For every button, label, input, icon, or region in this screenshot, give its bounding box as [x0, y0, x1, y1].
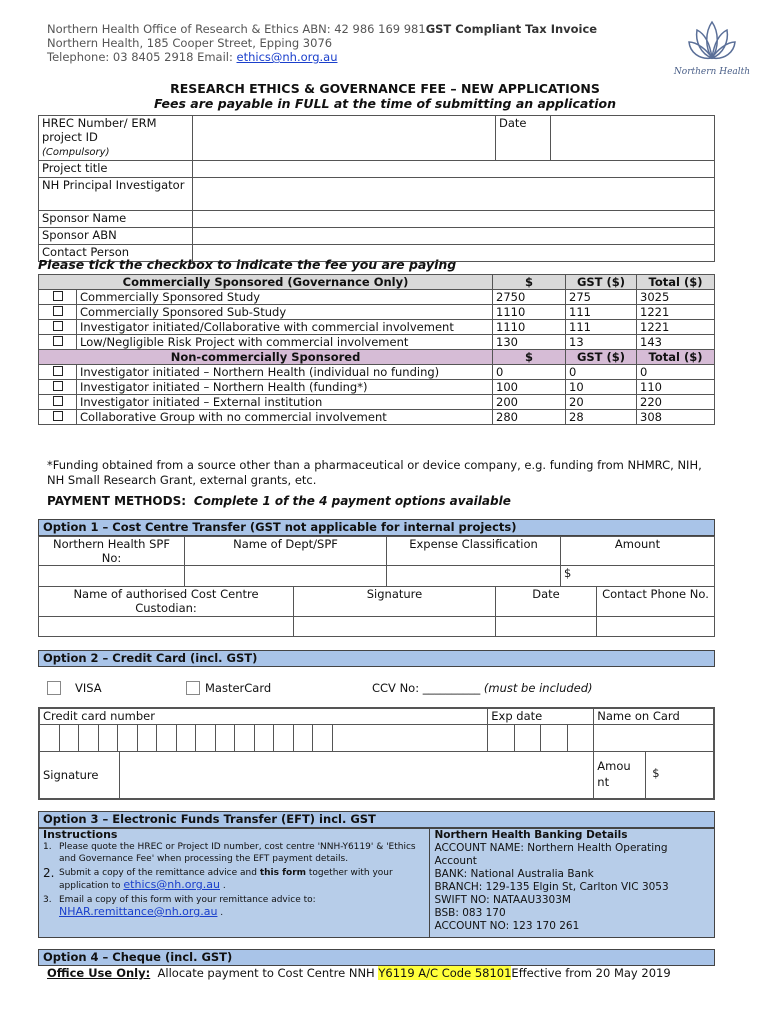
- date-input[interactable]: [551, 116, 715, 161]
- fee-checkbox[interactable]: [53, 411, 63, 421]
- exp-digit-box[interactable]: [568, 725, 594, 751]
- card-digit-box[interactable]: [196, 725, 216, 751]
- eft-step-2: 2. Submit a copy of the remittance advice and this form together with your application to ethics@nh.org.au .: [43, 866, 393, 891]
- hrec-label-cell: [39, 116, 193, 161]
- fee-checkbox[interactable]: [53, 381, 63, 391]
- tax-invoice-label: GST Compliant Tax Invoice: [425, 22, 598, 36]
- eft-step-1-text: Please quote the HREC or Project ID number, cost centre 'NNH-Y6119' & 'Ethics and Governance Fee' when processing the EFT payment details.: [59, 842, 416, 864]
- logo-text: Northern Health: [673, 67, 751, 77]
- payment-methods-note: Complete 1 of the 4 payment options available: [193, 494, 511, 508]
- option1-table-b: [38, 586, 715, 637]
- cost-centre-highlight: Y6119 A/C Code 58101: [378, 966, 512, 980]
- option2-head: Option 2 – Credit Card (incl. GST): [38, 650, 715, 667]
- fee-row: [39, 380, 715, 395]
- funding-footnote: *Funding obtained from a source other than a pharmaceutical or device company, e.g. funding from NHMRC, NIH, NH Small Research Grant, external grants, etc.: [47, 458, 702, 487]
- exp-digit-box[interactable]: [488, 725, 515, 751]
- option1-table-a: [38, 536, 715, 587]
- fee-label: Commercially Sponsored Sub-Study: [77, 305, 493, 320]
- fee-row: [39, 305, 715, 320]
- fee-total: 308: [637, 410, 715, 425]
- eft-ethics-email-link[interactable]: ethics@nh.org.au: [123, 878, 220, 891]
- fee-amount: 2750: [493, 290, 566, 305]
- card-digit-box[interactable]: [255, 725, 275, 751]
- ccv-field[interactable]: [372, 681, 593, 695]
- fee-row: [39, 395, 715, 410]
- fee-amount: 100: [493, 380, 566, 395]
- ccv-note: (must be included): [483, 681, 593, 695]
- credit-card-table: [38, 707, 715, 800]
- fee-gst: 20: [566, 395, 637, 410]
- letterhead-line2: Northern Health, 185 Cooper Street, Epping 3076: [47, 36, 333, 50]
- project-info-table: [38, 115, 715, 262]
- fee-total: 1221: [637, 320, 715, 335]
- payment-methods-label: PAYMENT METHODS:: [47, 494, 187, 508]
- fee-table: [38, 274, 715, 425]
- fee-checkbox[interactable]: [53, 306, 63, 316]
- fee-total: 3025: [637, 290, 715, 305]
- card-digit-box[interactable]: [274, 725, 294, 751]
- eft-section: [38, 828, 715, 938]
- spf-input[interactable]: [39, 566, 185, 587]
- letterhead: [47, 22, 677, 64]
- fee-label: Commercially Sponsored Study: [77, 290, 493, 305]
- card-digit-box[interactable]: [60, 725, 80, 751]
- office-use-label: Office Use Only:: [47, 966, 151, 980]
- card-digit-box[interactable]: [79, 725, 99, 751]
- page-title: RESEARCH ETHICS & GOVERNANCE FEE – NEW APPLICATIONS: [170, 81, 600, 96]
- bank-detail-line: BANK: National Australia Bank: [434, 868, 594, 880]
- expense-label: Expense Classification: [387, 537, 561, 566]
- option1-head: Option 1 – Cost Centre Transfer (GST not applicable for internal projects): [38, 519, 715, 536]
- card-digit-box[interactable]: [235, 725, 255, 751]
- exp-label: Exp date: [488, 708, 594, 724]
- card-digit-box[interactable]: [118, 725, 138, 751]
- fee-checkbox[interactable]: [53, 291, 63, 301]
- commercial-head: Commercially Sponsored (Governance Only): [39, 275, 493, 290]
- card-amount-label: Amou nt: [594, 752, 646, 798]
- ccv-label: CCV No: __________: [372, 681, 481, 695]
- card-digit-box[interactable]: [40, 725, 60, 751]
- fee-total: 110: [637, 380, 715, 395]
- exp-digit-box[interactable]: [515, 725, 542, 751]
- visa-label: VISA: [75, 681, 102, 695]
- fee-row: [39, 320, 715, 335]
- spf-label: Northern Health SPF No:: [39, 537, 185, 566]
- name-on-card-label: Name on Card: [594, 708, 714, 724]
- fee-instruction: Please tick the checkbox to indicate the fee you are paying: [38, 257, 457, 272]
- fee-amount: 130: [493, 335, 566, 350]
- sponsor-abn-input[interactable]: [193, 228, 715, 245]
- sponsor-abn-label: Sponsor ABN: [39, 228, 193, 245]
- fee-label: Investigator initiated – Northern Health (funding*): [77, 380, 493, 395]
- eft-step-3: 3. Email a copy of this form with your remittance advice to: NHAR.remittance@nh.org.au .: [43, 895, 316, 918]
- dept-label: Name of Dept/SPF: [185, 537, 387, 566]
- expense-input[interactable]: [387, 566, 561, 587]
- page-subtitle: Fees are payable in FULL at the time of submitting an application: [153, 96, 617, 111]
- amount-input[interactable]: [561, 566, 715, 587]
- date-label: Date: [496, 116, 551, 161]
- fee-row: [39, 365, 715, 380]
- fee-total: 0: [637, 365, 715, 380]
- hrec-note: (Compulsory): [42, 147, 110, 158]
- card-amount-input[interactable]: [646, 752, 665, 798]
- visa-checkbox[interactable]: [47, 681, 61, 695]
- card-signature-input[interactable]: [119, 751, 594, 799]
- opt1-phone-input[interactable]: [597, 617, 715, 637]
- card-digit-box[interactable]: [177, 725, 197, 751]
- bank-detail-line: BSB: 083 170: [434, 907, 506, 919]
- fee-checkbox[interactable]: [53, 336, 63, 346]
- hrec-label: HREC Number/ ERM project ID: [42, 116, 157, 144]
- office-use-text-b: Effective from 20 May 2019: [511, 966, 671, 980]
- fee-total: 220: [637, 395, 715, 410]
- card-number-boxes[interactable]: [39, 724, 488, 751]
- card-number-label: Credit card number: [39, 708, 488, 724]
- fee-amount: 0: [493, 365, 566, 380]
- eft-step-2-bold: this form: [259, 868, 307, 878]
- office-use-text-a: Allocate payment to Cost Centre NNH: [157, 966, 379, 980]
- col-total-head-2: Total ($): [637, 350, 715, 365]
- bank-detail-line: ACCOUNT NO: 123 170 261: [434, 920, 580, 932]
- amount-dollar: $: [564, 566, 572, 580]
- fee-amount: 1110: [493, 320, 566, 335]
- bank-detail-line: SWIFT NO: NATAAU3303M: [434, 894, 571, 906]
- opt1-date-input[interactable]: [496, 617, 597, 637]
- noncommercial-head: Non-commercially Sponsored: [39, 350, 493, 365]
- fee-amount: 1110: [493, 305, 566, 320]
- fee-label: Investigator initiated – Northern Health (individual no funding): [77, 365, 493, 380]
- option3-head: Option 3 – Electronic Funds Transfer (EFT) incl. GST: [38, 811, 715, 828]
- sponsor-name-label: Sponsor Name: [39, 211, 193, 228]
- remittance-email-link[interactable]: NHAR.remittance@nh.org.au: [59, 905, 218, 918]
- fee-gst: 111: [566, 320, 637, 335]
- project-title-input[interactable]: [193, 161, 715, 178]
- instructions-label: Instructions: [43, 828, 118, 841]
- exp-digit-box[interactable]: [541, 725, 568, 751]
- fee-gst: 10: [566, 380, 637, 395]
- opt1-date-label: Date: [496, 587, 597, 617]
- fee-gst: 28: [566, 410, 637, 425]
- payment-methods: [47, 494, 511, 508]
- opt1-signature-input[interactable]: [294, 617, 496, 637]
- col-gst-head-2: GST ($): [566, 350, 637, 365]
- col-gst-head: GST ($): [566, 275, 637, 290]
- fee-checkbox[interactable]: [53, 396, 63, 406]
- fee-gst: 0: [566, 365, 637, 380]
- fee-row: [39, 290, 715, 305]
- bank-details: [430, 829, 714, 937]
- fee-amount: 200: [493, 395, 566, 410]
- mastercard-label: MasterCard: [205, 681, 272, 695]
- bank-detail-line: ACCOUNT NAME: Northern Health Operating Account: [434, 842, 668, 867]
- dept-input[interactable]: [185, 566, 387, 587]
- fee-row: [39, 410, 715, 425]
- card-digit-box[interactable]: [157, 725, 177, 751]
- pi-input[interactable]: [193, 178, 715, 211]
- fee-total: 143: [637, 335, 715, 350]
- fee-row: [39, 335, 715, 350]
- opt1-signature-label: Signature: [294, 587, 496, 617]
- card-digit-box[interactable]: [99, 725, 119, 751]
- fee-gst: 275: [566, 290, 637, 305]
- project-title-label: Project title: [39, 161, 193, 178]
- option4-head: Option 4 – Cheque (incl. GST): [38, 949, 715, 966]
- fee-gst: 111: [566, 305, 637, 320]
- fee-amount: 280: [493, 410, 566, 425]
- bank-detail-line: BRANCH: 129-135 Elgin St, Carlton VIC 3053: [434, 881, 669, 893]
- custodian-input[interactable]: [39, 617, 294, 637]
- fee-total: 1221: [637, 305, 715, 320]
- card-signature-label: Signature: [39, 751, 119, 799]
- card-digit-box[interactable]: [138, 725, 158, 751]
- custodian-label: Name of authorised Cost Centre Custodian:: [39, 587, 294, 617]
- letterhead-line3: Telephone: 03 8405 2918 Email:: [47, 50, 237, 64]
- card-amount-dollar: $: [652, 765, 660, 780]
- fee-checkbox[interactable]: [53, 321, 63, 331]
- northern-health-logo: [672, 18, 752, 82]
- amount-label: Amount: [561, 537, 715, 566]
- eft-step-2-text-a: Submit a copy of the remittance advice and: [59, 868, 260, 878]
- card-digit-box[interactable]: [216, 725, 236, 751]
- lotus-icon: [687, 18, 737, 64]
- office-use: [47, 966, 717, 981]
- col-amount-head: $: [493, 275, 566, 290]
- bank-head: Northern Health Banking Details: [434, 829, 628, 841]
- fee-checkbox[interactable]: [53, 366, 63, 376]
- eft-instructions: [39, 829, 430, 937]
- col-amount-head-2: $: [493, 350, 566, 365]
- eft-step-1: 1. Please quote the HREC or Project ID number, cost centre 'NNH-Y6119' & 'Ethics and Governance Fee' when processing the EFT payment details.: [43, 841, 425, 865]
- name-on-card-input[interactable]: [594, 724, 714, 751]
- mastercard-checkbox[interactable]: [186, 681, 200, 695]
- ethics-email-link[interactable]: ethics@nh.org.au: [236, 50, 338, 64]
- contact-person-label: Contact Person: [39, 245, 193, 262]
- pi-label: NH Principal Investigator: [39, 178, 193, 211]
- card-digit-box[interactable]: [313, 725, 333, 751]
- fee-label: Collaborative Group with no commercial involvement: [77, 410, 493, 425]
- fee-label: Investigator initiated – External institution: [77, 395, 493, 410]
- eft-step-2-text-b: together with your application to: [59, 868, 393, 891]
- opt1-phone-label: Contact Phone No.: [597, 587, 715, 617]
- card-digit-box[interactable]: [294, 725, 314, 751]
- card-digit-box[interactable]: [333, 725, 353, 751]
- sponsor-name-input[interactable]: [193, 211, 715, 228]
- fee-label: Investigator initiated/Collaborative with commercial involvement: [77, 320, 493, 335]
- col-total-head: Total ($): [637, 275, 715, 290]
- fee-label: Low/Negligible Risk Project with commercial involvement: [77, 335, 493, 350]
- fee-gst: 13: [566, 335, 637, 350]
- hrec-input[interactable]: [193, 116, 496, 161]
- eft-step-3-text: Email a copy of this form with your remittance advice to:: [59, 895, 316, 905]
- exp-boxes[interactable]: [488, 724, 594, 751]
- letterhead-line1: Northern Health Office of Research & Ethics ABN: 42 986 169 981: [47, 22, 426, 36]
